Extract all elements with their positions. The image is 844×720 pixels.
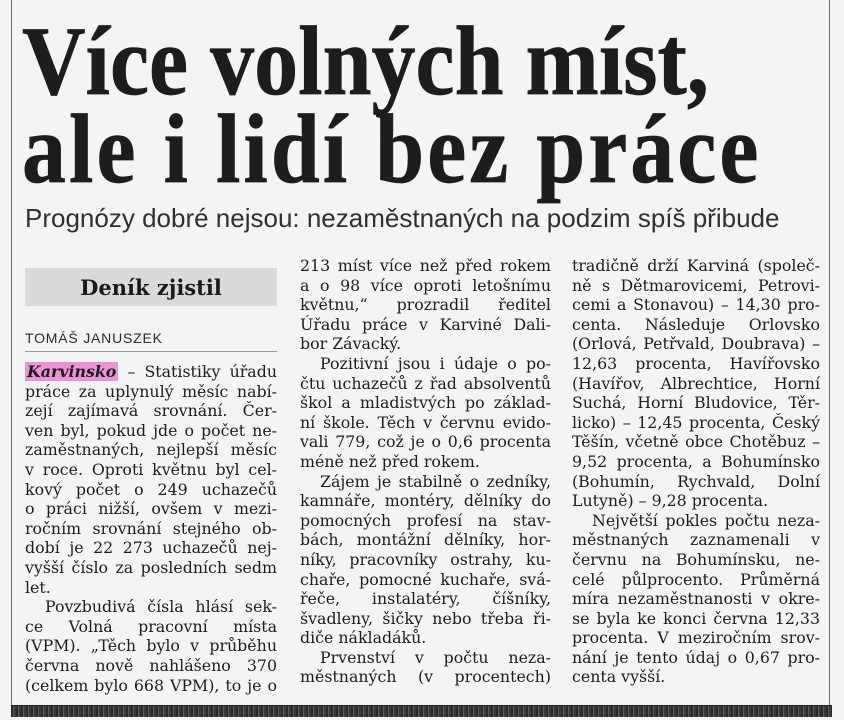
article-text-line: a o 98 více oproti letošnímu [300, 275, 551, 295]
article-text-line: škol a mladistvých po základ- [300, 393, 551, 413]
article-text-line: ven byl, pokud jde o počet ne- [25, 420, 277, 440]
article-paragraph [300, 354, 551, 472]
article-text-line: chaře, pomocné kuchaře, svá- [300, 569, 551, 589]
article-column-left [25, 362, 277, 695]
byline-rule [25, 351, 277, 352]
article-text-line: dobí je 22 273 uchazečů nej- [25, 538, 277, 558]
article-text-line: práce za uplynulý měsíc nabí- [25, 381, 277, 401]
article-text-line: ní škole. Těch v červnu evido- [300, 412, 551, 432]
article-text-line: června nově nahlášeno 370 [25, 655, 277, 675]
article-paragraph [572, 511, 820, 687]
article-text-line: Úřadu práce v Karviné Dali- [300, 314, 551, 334]
article-text-line [25, 362, 277, 382]
article-paragraph [300, 256, 551, 354]
article-text-line: Povzbudivá čísla hlásí sek- [45, 597, 277, 617]
article-text-line: 9,52 procenta, a Bohumínsko [572, 451, 820, 471]
article-text-line: kamnáře, montéry, dělníky do [300, 491, 551, 511]
article-text-line: cemi a Stonavou) – 14,30 pro- [572, 295, 820, 315]
article-text-line: švadleny, šičky nebo třeba ři- [300, 608, 551, 628]
article-text-line: ně s Dětmarovicemi, Petrovi- [572, 275, 820, 295]
section-label-box [25, 268, 277, 306]
article-text-line: 213 míst více než před rokem [300, 256, 551, 275]
dateline: Karvinsko [27, 362, 117, 381]
article-text-line: v roce. Oproti květnu byl cel- [25, 459, 277, 479]
article-paragraph [25, 362, 277, 597]
article-text-line: kový počet o 249 uchazečů [25, 479, 277, 499]
article-text-line: městnaných zaznamenali v [572, 530, 820, 550]
page-border-right [829, 0, 830, 706]
article-text-line: ročním srovnání stejného ob- [25, 518, 277, 538]
article-text-line: zaměstnaných, nejlepší měsíc [25, 440, 277, 460]
subheadline: Prognózy dobré nejsou: nezaměstnaných na podzim spíš přibude [25, 203, 780, 233]
article-paragraph [300, 472, 551, 648]
article-text-line: vyšší číslo za posledních sedm [25, 557, 277, 577]
article-text-line: Zájem je stabilně o zedníky, [320, 471, 551, 491]
article-text-line: se byla ke konci června 12,33 [572, 608, 820, 628]
article-text-line: centa. Následuje Orlovsko [572, 314, 820, 334]
article-text-line: níky, pracovníky ostrahy, ku- [300, 549, 551, 569]
article-text-line: řeče, instalatéry, číšníky, [300, 589, 551, 609]
article-text-line: (Orlová, Petřvald, Doubrava) – [572, 334, 820, 354]
article-text-line: (VPM). „Těch bylo v průběhu [25, 636, 277, 656]
article-text-line: míra nezaměstnanosti v okre- [572, 589, 820, 609]
section-label: Deník zjistil [80, 274, 222, 300]
headline-line-1: Více volných míst, [22, 7, 709, 117]
article-paragraph [572, 256, 820, 511]
headline-line-2: ale i lidí bez práce [22, 95, 762, 205]
byline: TOMÁŠ JANUSZEK [25, 330, 163, 346]
article-text-line: (Havířov, Albrechtice, Horní [572, 373, 820, 393]
article-text-line: květnu,“ prozradil ředitel [300, 295, 551, 315]
article-text-line: licko) – 12,45 procenta, Český [572, 412, 820, 432]
article-text-line: (Bohumín, Rychvald, Dolní [572, 471, 820, 491]
article-text-line: let. [25, 577, 51, 597]
article-column-right [572, 256, 820, 687]
article-text-line: ce Volná pracovní místa [25, 616, 277, 636]
article-text-line: pomocných profesí na stav- [300, 510, 551, 530]
article-text-line: Pozitivní jsou i údaje o po- [320, 353, 551, 373]
article-text-line: Největší pokles počtu neza- [592, 510, 820, 530]
article-text-line: diče nákladáků. [300, 628, 427, 648]
article-text-line: nání je tento údaj o 0,67 pro- [572, 647, 820, 667]
article-text-line: červnu na Bohumínsku, ne- [572, 549, 820, 569]
article-text-line: bách, montážní dělníky, hor- [300, 530, 551, 550]
page-border-left [11, 0, 12, 706]
article-text-line: Prvenství v počtu neza- [320, 647, 551, 667]
article-text-line: Těšín, včetně obce Chotěbuz – [572, 432, 820, 452]
article-text-line: Lutyně) – 9,28 procenta. [572, 491, 769, 511]
article-text-line: čtu uchazečů z řad absolventů [300, 373, 551, 393]
article-text-line: zejí zajímavá srovnání. Čer- [25, 401, 277, 421]
article-text-line: méně než před rokem. [300, 451, 480, 471]
article-text-line: (celkem bylo 668 VPM), to je o [25, 675, 277, 695]
article-text-line: tradičně drží Karviná (společ- [572, 256, 820, 275]
article-column-middle [300, 256, 551, 687]
article-text-line: o práci nižší, ovšem v mezi- [25, 499, 277, 519]
article-text-fragment: – Statistiky úřadu [127, 362, 277, 381]
article-paragraph [25, 597, 277, 695]
article-paragraph [300, 648, 551, 687]
headline [22, 7, 762, 205]
article-text-line: Suchá, Horní Bludovice, Těr- [572, 393, 820, 413]
article-text-line: městnaných (v procentech) [300, 667, 551, 687]
bottom-rule [11, 705, 832, 717]
article-text-line: procenta. V meziročním srov- [572, 628, 820, 648]
article-text-line: vali 779, což je o 0,6 procenta [300, 432, 551, 452]
article-text-line: centa vyšší. [572, 667, 666, 687]
article-text-line: bor Závacký. [300, 334, 402, 354]
article-text-line: 12,63 procenta, Havířovsko [572, 353, 820, 373]
article-text-line: celé půlprocento. Průměrná [572, 569, 820, 589]
